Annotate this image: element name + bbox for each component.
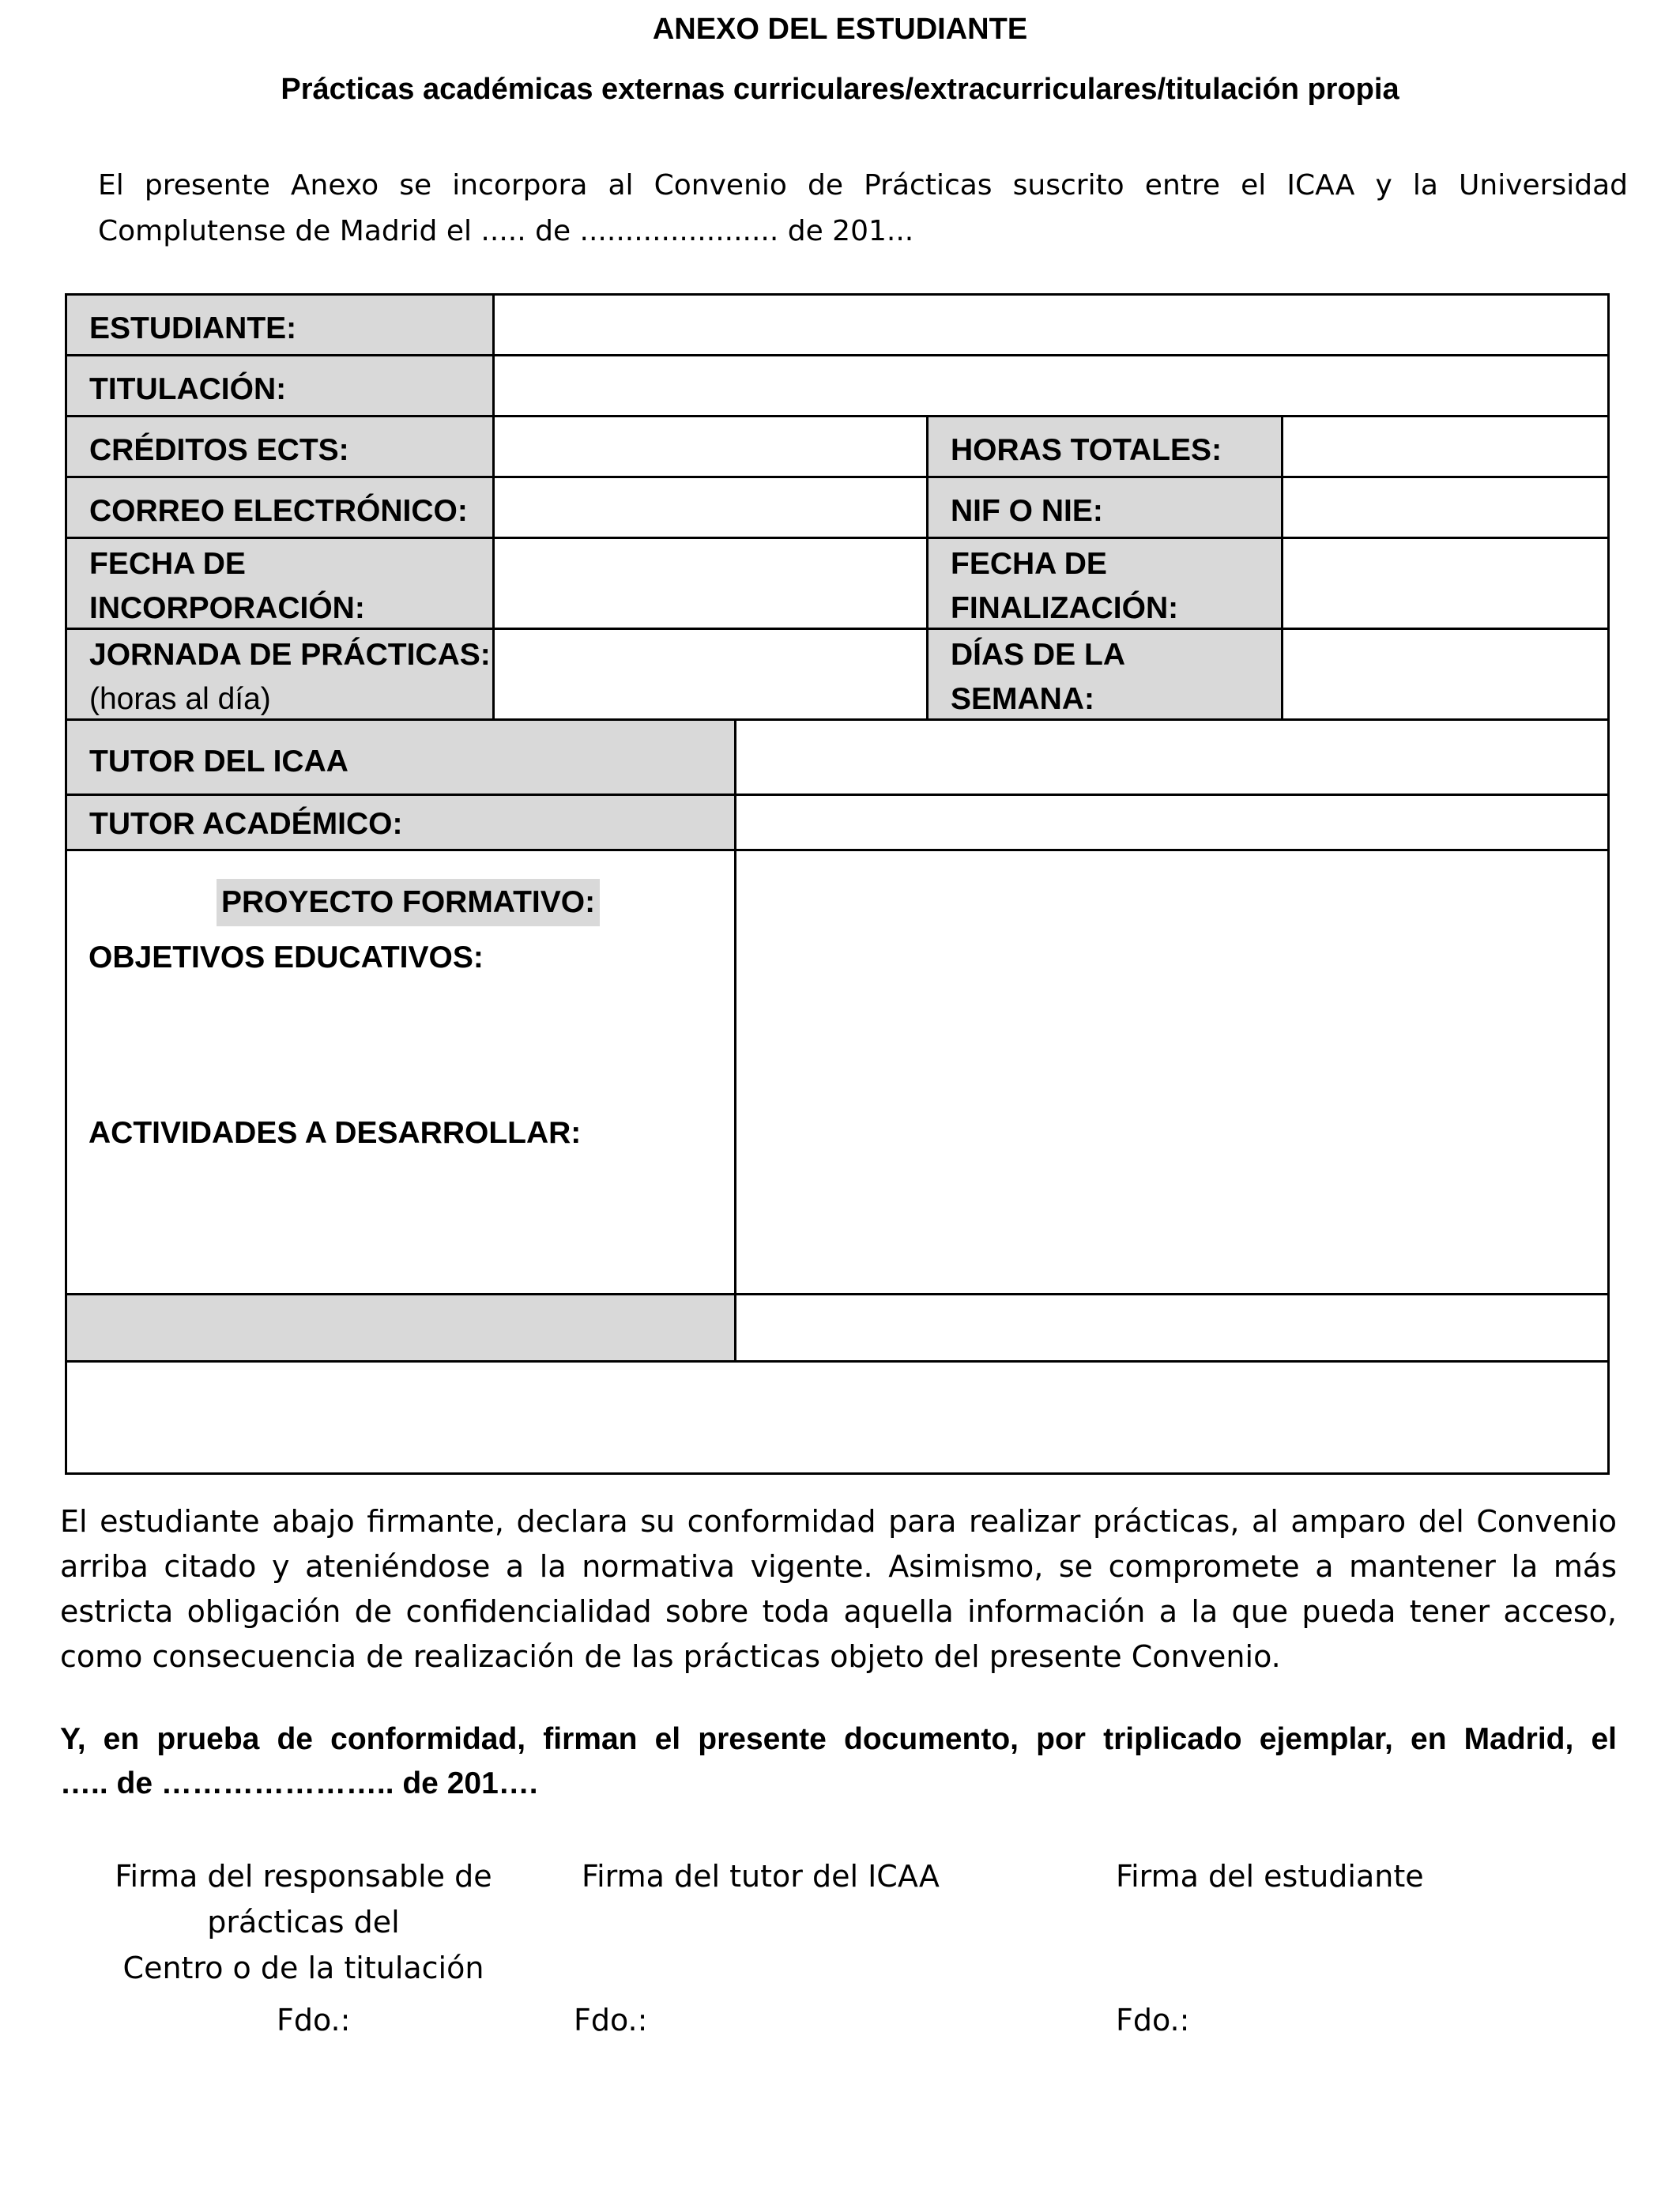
proyecto-formativo-field[interactable]	[734, 849, 1610, 1295]
label-fecha-finalizacion	[926, 537, 1283, 630]
horas-totales-field[interactable]	[1281, 415, 1610, 478]
fecha-finalizacion-field[interactable]	[1281, 537, 1610, 630]
signature-responsable-line-3: Centro o de la titulación	[122, 1951, 484, 1985]
label-dias-semana	[926, 628, 1283, 721]
fdo-estudiante: Fdo.:	[1116, 2003, 1190, 2038]
declaration-paragraph	[60, 1499, 1617, 1679]
signature-tutor: Firma del tutor del ICAA	[582, 1859, 940, 1894]
intro-line-1: El presente Anexo se incorpora al Convenio de Prácticas suscrito entre el ICAA y la Universidad	[98, 169, 1628, 202]
label-fecha-incorporacion-line-2: INCORPORACIÓN:	[89, 591, 365, 625]
intro-line-2: Complutense de Madrid el ..... de ...................... de 201...	[98, 215, 914, 247]
titulacion-field[interactable]	[492, 354, 1610, 417]
label-estudiante: ESTUDIANTE:	[65, 293, 495, 356]
intro-paragraph	[98, 163, 1628, 254]
signature-responsable-line-1: Firma del responsable de	[115, 1859, 492, 1894]
objetivos-educativos-label: OBJETIVOS EDUCATIVOS:	[89, 941, 484, 974]
dias-semana-field[interactable]	[1281, 628, 1610, 721]
conformity-line-2: ….. de ………………….. de 201….	[60, 1766, 538, 1800]
label-dias-line-2: SEMANA:	[951, 682, 1094, 716]
label-tutor-academico: TUTOR ACADÉMICO:	[65, 794, 736, 851]
creditos-ects-field[interactable]	[492, 415, 929, 478]
conformity-line-1: Y, en prueba de conformidad, firman el presente documento, por triplicado ejemplar, en Madrid, el	[60, 1722, 1617, 1756]
label-fecha-finalizacion-line-1: FECHA DE	[951, 547, 1107, 581]
proyecto-formativo-title: PROYECTO FORMATIVO:	[217, 879, 600, 926]
label-fecha-finalizacion-line-2: FINALIZACIÓN:	[951, 591, 1179, 625]
tutor-icaa-field[interactable]	[734, 718, 1610, 796]
label-dias-line-1: DÍAS DE LA	[951, 638, 1126, 672]
declaration-line-4: como consecuencia de realización de las prácticas objeto del presente Convenio.	[60, 1639, 1281, 1674]
label-correo-electronico: CORREO ELECTRÓNICO:	[65, 476, 495, 539]
label-tutor-icaa: TUTOR DEL ICAA	[65, 718, 736, 796]
signature-responsable	[98, 1853, 509, 1991]
label-jornada-line-2: (horas al día)	[89, 682, 271, 716]
label-nif-nie: NIF O NIE:	[926, 476, 1283, 539]
actividades-label: ACTIVIDADES A DESARROLLAR:	[89, 1116, 582, 1150]
signature-responsable-line-2: prácticas del	[207, 1905, 400, 1940]
label-fecha-incorporacion-line-1: FECHA DE	[89, 547, 246, 581]
label-jornada-line-1: JORNADA DE PRÁCTICAS:	[89, 638, 491, 672]
fdo-tutor: Fdo.:	[574, 2003, 648, 2038]
nif-nie-field[interactable]	[1281, 476, 1610, 539]
estudiante-field[interactable]	[492, 293, 1610, 356]
label-jornada-practicas	[65, 628, 495, 721]
signature-estudiante: Firma del estudiante	[1116, 1859, 1424, 1894]
fdo-responsable: Fdo.:	[277, 2003, 351, 2038]
blank-full-row[interactable]	[65, 1360, 1610, 1475]
fecha-incorporacion-field[interactable]	[492, 537, 929, 630]
label-titulacion: TITULACIÓN:	[65, 354, 495, 417]
conformity-paragraph	[60, 1717, 1617, 1806]
declaration-line-2: arriba citado y ateniéndose a la normativa vigente. Asimismo, se compromete a mantener la más	[60, 1549, 1617, 1584]
correo-electronico-field[interactable]	[492, 476, 929, 539]
declaration-line-3: estricta obligación de confidencialidad sobre toda aquella información a la que pueda tener acceso,	[60, 1594, 1617, 1629]
tutor-academico-field[interactable]	[734, 794, 1610, 851]
blank-label-cell	[65, 1293, 736, 1363]
document-subtitle: Prácticas académicas externas curriculares/extracurriculares/titulación propia	[281, 73, 1399, 106]
declaration-line-1: El estudiante abajo firmante, declara su conformidad para realizar prácticas, al amparo del Convenio	[60, 1504, 1617, 1539]
label-fecha-incorporacion	[65, 537, 495, 630]
blank-value-field[interactable]	[734, 1293, 1610, 1363]
label-creditos-ects: CRÉDITOS ECTS:	[65, 415, 495, 478]
label-horas-totales: HORAS TOTALES:	[926, 415, 1283, 478]
jornada-practicas-field[interactable]	[492, 628, 929, 721]
document-title: ANEXO DEL ESTUDIANTE	[652, 13, 1028, 46]
